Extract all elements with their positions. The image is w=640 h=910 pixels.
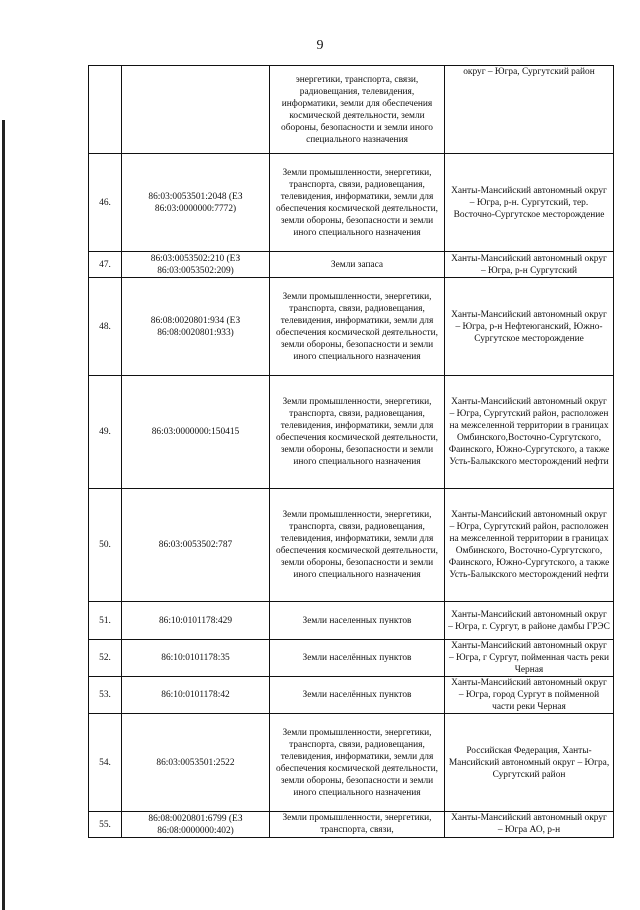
land-category: Земли промышленности, энергетики, транспорта, связи, — [270, 812, 445, 838]
row-number: 50. — [89, 489, 122, 602]
location: Ханты-Мансийский автономный округ – Югра, Сургутский район, расположен на межселенной территории в границах Омбинского, Восточно-Сургутского, Фаинского, Южно-Сургутского, а также Усть-Балыкского месторождений нефти — [445, 489, 614, 602]
scan-edge-bar — [2, 120, 5, 910]
location: Ханты-Мансийский автономный округ – Югра, г. Сургут, в районе дамбы ГРЭС — [445, 602, 614, 640]
land-category: Земли населённых пунктов — [270, 677, 445, 714]
table-row — [89, 602, 614, 640]
table-row — [89, 812, 614, 838]
land-category: Земли промышленности, энергетики, транспорта, связи, радиовещания, телевидения, информатики, земли для обеспечения космической деятельности, земли обороны, безопасности и земли иного специального назначения — [270, 278, 445, 376]
location: Ханты-Мансийский автономный округ – Югра, город Сургут в пойменной части реки Черная — [445, 677, 614, 714]
location: Ханты-Мансийский автономный округ – Югра, Сургутский район, расположен на межселенной территории в границах Омбинского,Восточно-Сургутского, Фаинского, Южно-Сургутского, а также Усть-Балыкского месторождений нефти — [445, 376, 614, 489]
cadastral-number: 86:10:0101178:42 — [122, 677, 270, 714]
cadastral-number: 86:08:0020801:6799 (ЕЗ 86:08:0000000:402) — [122, 812, 270, 838]
table-row — [89, 278, 614, 376]
row-number: 54. — [89, 714, 122, 812]
cadastral-number: 86:10:0101178:429 — [122, 602, 270, 640]
row-number: 53. — [89, 677, 122, 714]
table-row — [89, 489, 614, 602]
table-row — [89, 376, 614, 489]
cadastral-number: 86:03:0053501:2048 (ЕЗ 86:03:0000000:7772) — [122, 154, 270, 252]
land-category: энергетики, транспорта, связи, радиовещания, телевидения, информатики, земли для обеспечения космической деятельности, земли обороны, безопасности и земли иного специального назначения — [270, 66, 445, 154]
table-row — [89, 677, 614, 714]
land-category: Земли промышленности, энергетики, транспорта, связи, радиовещания, телевидения, информатики, земли для обеспечения космической деятельности, земли обороны, безопасности и земли иного специального назначения — [270, 154, 445, 252]
cadastral-number: 86:10:0101178:35 — [122, 640, 270, 677]
row-number: 51. — [89, 602, 122, 640]
location: Ханты-Мансийский автономный округ – Югра, г Сургут, пойменная часть реки Черная — [445, 640, 614, 677]
cadastral-number: 86:03:0000000:150415 — [122, 376, 270, 489]
row-number: 47. — [89, 252, 122, 278]
land-category: Земли промышленности, энергетики, транспорта, связи, радиовещания, телевидения, информатики, земли для обеспечения космической деятельности, земли обороны, безопасности и земли иного специального назначения — [270, 714, 445, 812]
cadastral-number: 86:03:0053501:2522 — [122, 714, 270, 812]
table-row — [89, 154, 614, 252]
row-number: 55. — [89, 812, 122, 838]
row-number: 49. — [89, 376, 122, 489]
location: Ханты-Мансийский автономный округ – Югра, р-н. Сургутский, тер. Восточно-Сургутское месторождение — [445, 154, 614, 252]
table-row — [89, 252, 614, 278]
row-number: 46. — [89, 154, 122, 252]
row-number: 48. — [89, 278, 122, 376]
table-row — [89, 66, 614, 154]
location: округ – Югра, Сургутский район — [445, 66, 614, 154]
cadastral-number — [122, 66, 270, 154]
cadastral-number: 86:08:0020801:934 (ЕЗ 86:08:0020801:933) — [122, 278, 270, 376]
land-plot-table — [88, 65, 614, 838]
land-category: Земли промышленности, энергетики, транспорта, связи, радиовещания, телевидения, информатики, земли для обеспечения космической деятельности, земли обороны, безопасности и земли иного специального назначения — [270, 376, 445, 489]
location: Ханты-Мансийский автономный округ – Югра, р-н Нефтеюганский, Южно-Сургутское месторождение — [445, 278, 614, 376]
land-category: Земли населённых пунктов — [270, 640, 445, 677]
land-category: Земли запаса — [270, 252, 445, 278]
cadastral-number: 86:03:0053502:787 — [122, 489, 270, 602]
page-number: 9 — [316, 38, 324, 53]
location: Ханты-Мансийский автономный округ – Югра, р-н Сургутский — [445, 252, 614, 278]
table-row — [89, 640, 614, 677]
table-row — [89, 714, 614, 812]
location: Российская Федерация, Ханты-Мансийский автономный округ – Югра, Сургутский район — [445, 714, 614, 812]
land-category: Земли промышленности, энергетики, транспорта, связи, радиовещания, телевидения, информатики, земли для обеспечения космической деятельности, земли обороны, безопасности и земли иного специального назначения — [270, 489, 445, 602]
cadastral-number: 86:03:0053502:210 (ЕЗ 86:03:0053502:209) — [122, 252, 270, 278]
row-number — [89, 66, 122, 154]
land-category: Земли населенных пунктов — [270, 602, 445, 640]
location: Ханты-Мансийский автономный округ – Югра АО, р-н — [445, 812, 614, 838]
row-number: 52. — [89, 640, 122, 677]
